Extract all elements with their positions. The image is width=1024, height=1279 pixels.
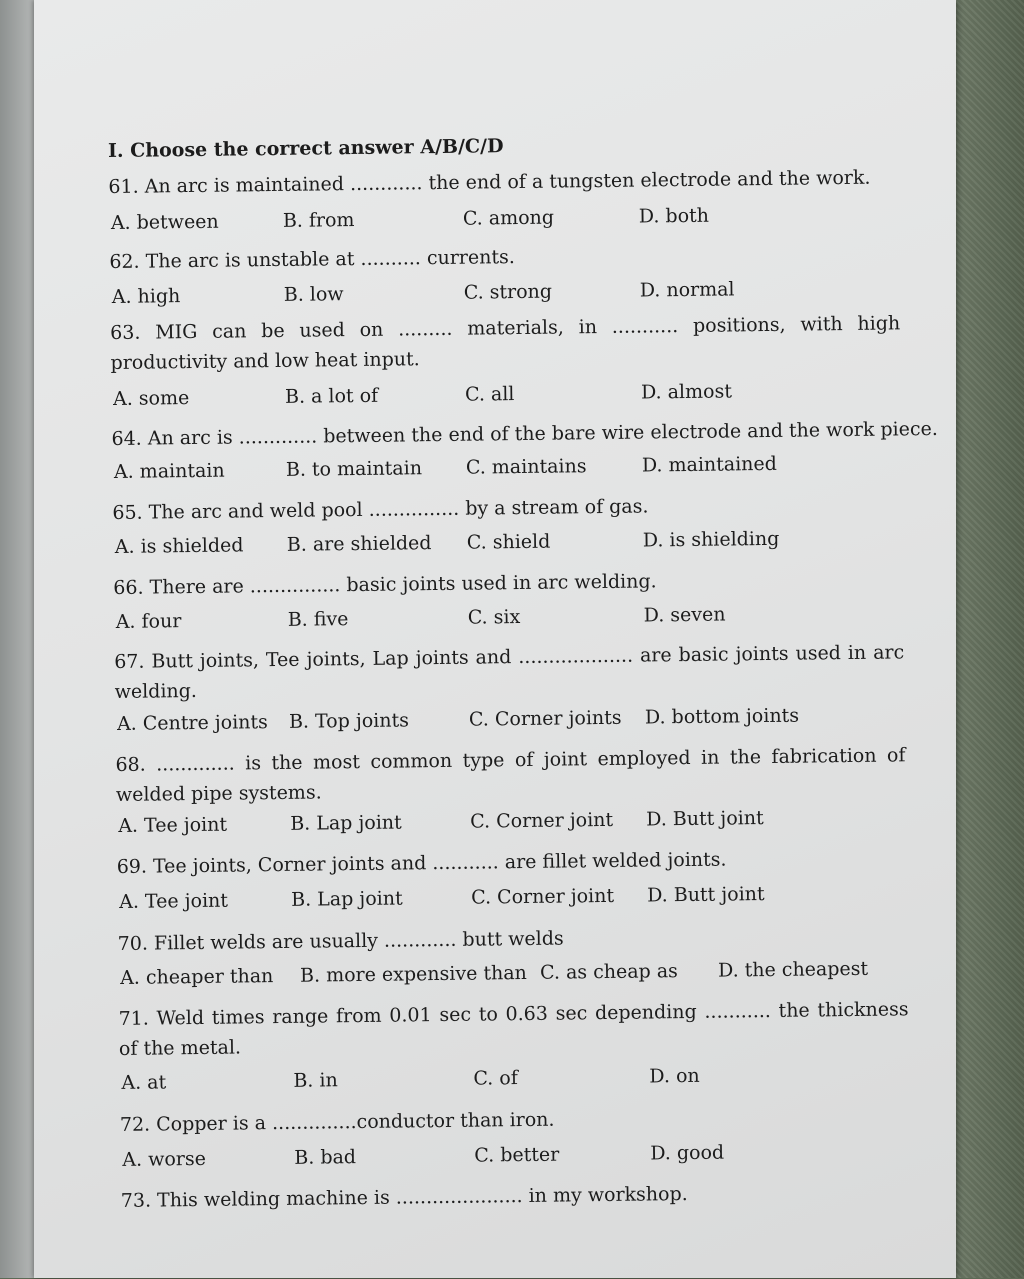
option-72-a[interactable]: A. worse: [122, 1147, 207, 1171]
option-72-d[interactable]: D. good: [650, 1141, 725, 1165]
option-64-d[interactable]: D. maintained: [641, 452, 778, 477]
options-61: [111, 202, 891, 242]
option-64-b[interactable]: B. to maintain: [285, 457, 423, 481]
option-62-b[interactable]: B. low: [283, 283, 344, 306]
option-63-b[interactable]: B. a lot of: [284, 384, 379, 408]
option-69-b[interactable]: B. Lap joint: [291, 887, 403, 911]
option-61-a[interactable]: A. between: [110, 210, 219, 234]
option-67-a[interactable]: A. Centre joints: [116, 711, 268, 735]
option-65-c[interactable]: C. shield: [466, 530, 551, 554]
question-63: 63. MIG can be used on ......... materials, in ........... positions, with high productivity and low heat input.: [110, 312, 901, 375]
options-69: [119, 881, 899, 921]
options-70: [120, 957, 900, 997]
option-71-a[interactable]: A. at: [121, 1071, 167, 1094]
option-68-d[interactable]: D. Butt joint: [646, 807, 764, 831]
option-66-d[interactable]: D. seven: [643, 603, 726, 627]
question-72: 72. Copper is a ..............conductor than iron.: [119, 1108, 555, 1136]
option-71-c[interactable]: C. of: [473, 1067, 518, 1090]
question-68: 68. ............. is the most common type of joint employed in the fabrication of welded pipe systems.: [115, 744, 906, 806]
option-62-c[interactable]: C. strong: [463, 280, 553, 304]
option-62-a[interactable]: A. high: [111, 285, 181, 308]
option-70-a[interactable]: A. cheaper than: [119, 965, 274, 989]
option-67-c[interactable]: C. Corner joints: [468, 706, 622, 731]
options-72: [122, 1139, 902, 1179]
question-64: 64. An arc is ............. between the end of the bare wire electrode and the work piece.: [111, 417, 938, 451]
option-71-d[interactable]: D. on: [649, 1064, 700, 1088]
option-68-c[interactable]: C. Corner joint: [470, 808, 614, 833]
question-61: 61. An arc is maintained ............ the end of a tungsten electrode and the work.: [108, 166, 871, 199]
option-67-d[interactable]: D. bottom joints: [644, 704, 800, 729]
option-63-d[interactable]: D. almost: [640, 380, 733, 404]
options-65: [115, 526, 895, 566]
option-66-c[interactable]: C. six: [467, 606, 521, 629]
option-71-b[interactable]: B. in: [293, 1069, 338, 1092]
option-63-c[interactable]: C. all: [464, 383, 515, 406]
question-73: 73. This welding machine is ..................... in my workshop.: [120, 1183, 688, 1212]
option-69-d[interactable]: D. Butt joint: [647, 883, 765, 907]
options-67: [117, 703, 897, 743]
question-67: 67. Butt joints, Tee joints, Lap joints and ................... are basic joints used in arc welding.: [114, 641, 905, 703]
option-65-d[interactable]: D. is shielding: [642, 527, 780, 552]
section-title: I. Choose the correct answer A/B/C/D: [107, 135, 504, 163]
option-70-b[interactable]: B. more expensive than: [299, 961, 527, 987]
option-65-b[interactable]: B. are shielded: [286, 532, 432, 556]
question-71: 71. Weld times range from 0.01 sec to 0.63 sec depending ........... the thickness of the metal.: [118, 998, 909, 1060]
option-64-a[interactable]: A. maintain: [113, 459, 225, 483]
options-63: [113, 378, 893, 418]
option-67-b[interactable]: B. Top joints: [288, 709, 410, 733]
options-71: [121, 1062, 901, 1102]
question-66: 66. There are ............... basic joints used in arc welding.: [113, 570, 657, 599]
options-64: [114, 451, 894, 491]
option-64-c[interactable]: C. maintains: [465, 455, 587, 479]
option-68-b[interactable]: B. Lap joint: [290, 811, 402, 835]
option-63-a[interactable]: A. some: [112, 387, 190, 410]
option-61-d[interactable]: D. both: [638, 204, 710, 228]
question-65: 65. The arc and weld pool ............... by a stream of gas.: [112, 495, 649, 524]
option-61-b[interactable]: B. from: [282, 209, 355, 232]
option-69-c[interactable]: C. Corner joint: [471, 884, 615, 909]
option-62-d[interactable]: D. normal: [639, 278, 735, 302]
options-68: [118, 805, 898, 845]
option-72-c[interactable]: C. better: [474, 1143, 560, 1167]
option-65-a[interactable]: A. is shielded: [114, 534, 244, 558]
option-68-a[interactable]: A. Tee joint: [118, 813, 228, 837]
option-69-a[interactable]: A. Tee joint: [119, 889, 229, 913]
option-61-c[interactable]: C. among: [462, 206, 555, 230]
options-66: [116, 601, 896, 641]
option-66-b[interactable]: B. five: [287, 608, 349, 631]
option-70-c[interactable]: C. as cheap as: [539, 960, 679, 984]
question-62: 62. The arc is unstable at .......... currents.: [109, 246, 515, 274]
option-72-b[interactable]: B. bad: [294, 1146, 357, 1169]
question-69: 69. Tee joints, Corner joints and ........... are fillet welded joints.: [116, 848, 727, 878]
option-70-d[interactable]: D. the cheapest: [717, 957, 869, 982]
question-70: 70. Fillet welds are usually ............ butt welds: [117, 927, 564, 955]
option-66-a[interactable]: A. four: [115, 610, 182, 633]
